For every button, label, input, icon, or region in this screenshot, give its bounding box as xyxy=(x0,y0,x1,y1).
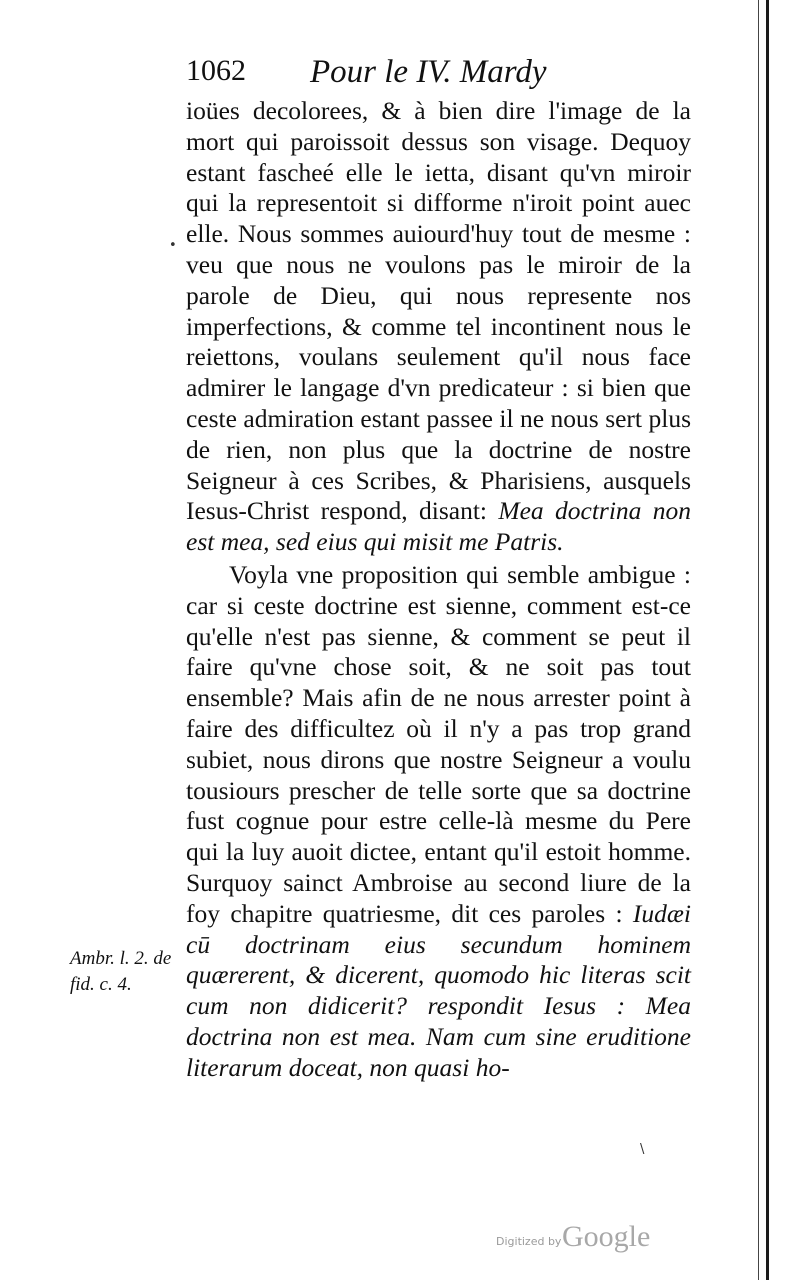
page-header xyxy=(186,54,706,98)
latin-quote-2: Iudæi cū doctrinam eius secundum hominem quærerent, & dicerent, quomodo hic literas scit cum non didicerit? respondit Iesus : Mea doctrina non est mea. Nam cum sine eruditione literarum doceat, non quasi ho- xyxy=(186,898,692,1082)
ink-mark: \ xyxy=(640,1142,645,1157)
page-edge-line xyxy=(758,0,759,1280)
paragraph-2 xyxy=(186,560,691,1084)
paragraph-1 xyxy=(186,96,691,558)
watermark-google-logo: Google xyxy=(562,1220,651,1253)
latin-quote-1: Mea doctrina non est mea, sed eius qui misit me Patris. xyxy=(186,496,691,557)
paragraph-1-text: ioües decolorees, & à bien dire l'image de la mort qui paroissoit dessus son visage. Dequoy estant fascheé elle le ietta, disant qu'vn miroir qui la representoit si difforme n'iroit point auec elle. Nous sommes auiourd'huy tout de mesme : veu que nous ne voulons pas le miroir de la parole de Dieu, qui nous represente nos imperfections, & comme tel incontinent nous le reiettons, voulans seulement qu'il nous face admirer le langage d'vn predicateur : si bien que ceste admiration estant passee il ne nous sert plus de rien, non plus que la doctrine de nostre Seigneur à ces Scribes, & Pharisiens, ausquels Iesus-Christ respond, disant: xyxy=(186,96,691,526)
page-edge-shadow xyxy=(766,0,769,1280)
main-text xyxy=(186,96,691,1084)
paragraph-2-text: Voyla vne proposition qui semble ambigue : car si ceste doctrine est sienne, comment est-ce qu'elle n'est pas sienne, & comment se peut il faire qu'vne chose soit, & ne soit pas tout ensemble? Mais afin de ne nous arrester point à faire des difficultez où il n'y a pas trop grand subiet, nous dirons que nostre Seigneur a voulu tousiours prescher de telle sorte que sa doctrine fust cognue pour estre celle-là mesme du Pere qui la luy auoit dictee, entant qu'il estoit homme. Surquoy sainct Ambroise au second liure de la foy chapitre quatriesme, dit ces paroles : xyxy=(186,559,691,928)
watermark-digitized-label: Digitized by xyxy=(496,1235,562,1248)
google-watermark xyxy=(496,1220,676,1254)
running-title: Pour le IV. Mardy xyxy=(310,54,547,90)
page-number: 1062 xyxy=(186,54,246,87)
ink-mark: • xyxy=(169,238,177,253)
margin-note-reference: Ambr. l. 2. de fid. c. 4. xyxy=(70,948,172,995)
